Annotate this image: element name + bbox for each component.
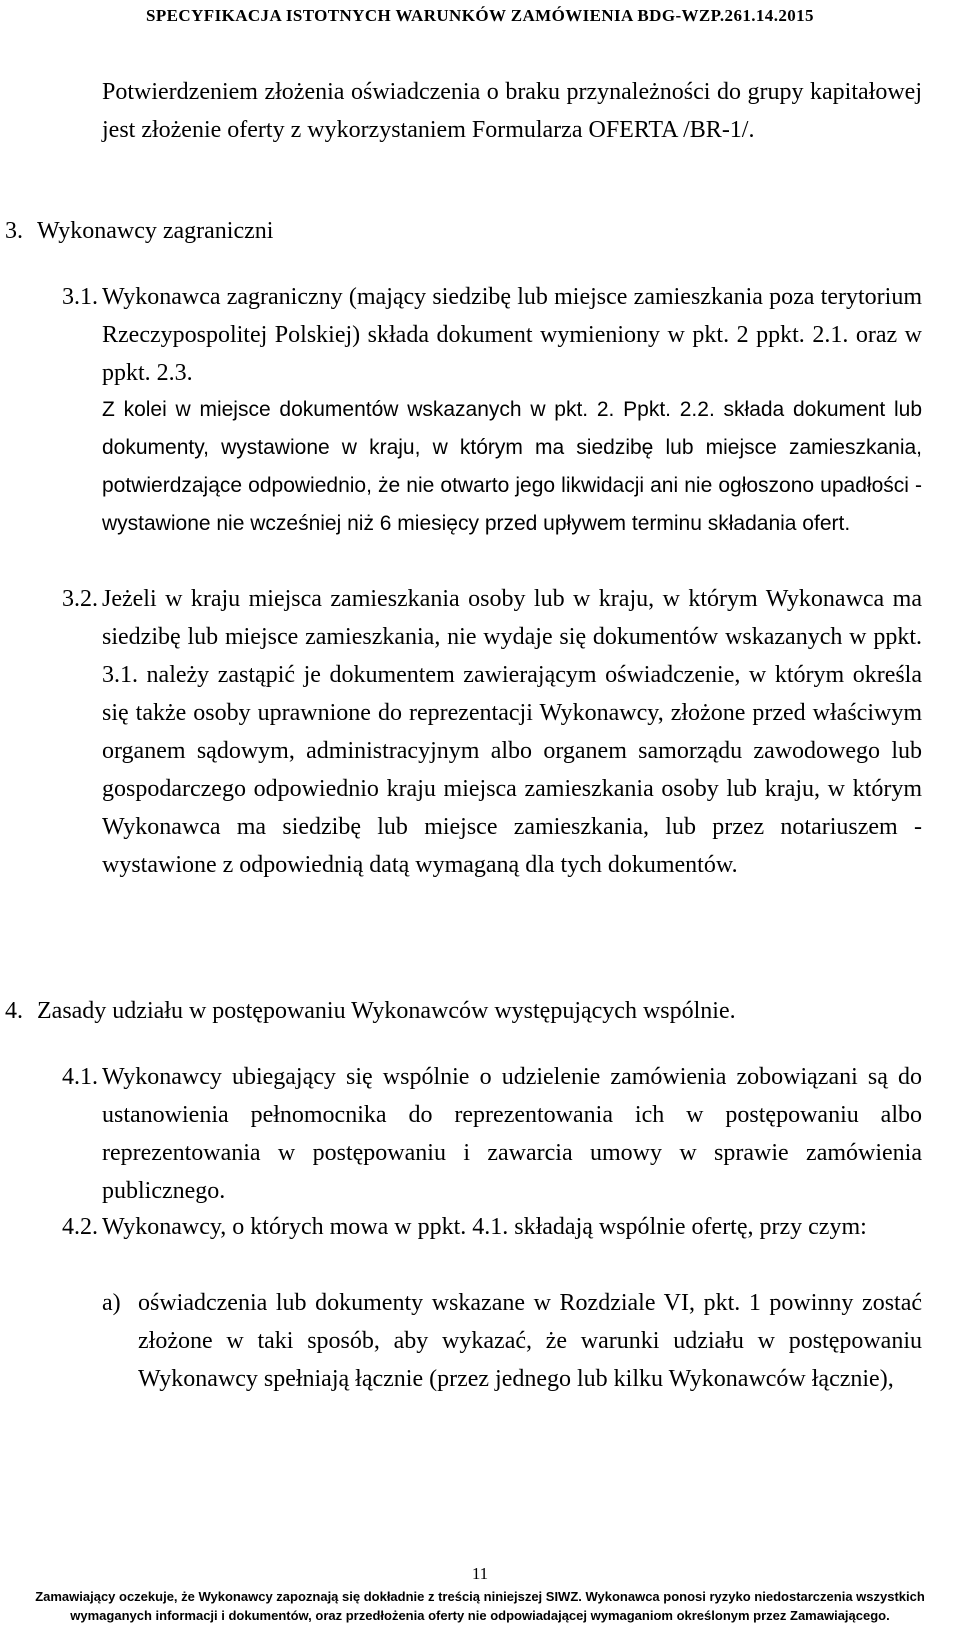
- item-4-1-text: Wykonawcy ubiegający się wspólnie o udzielenie zamówienia zobowiązani są do ustanowienia pełnomocnika do reprezentowania ich w postępowaniu albo reprezentowania w postępowaniu i zawarcia umowy w sprawie zamówienia publicznego.: [102, 1064, 922, 1204]
- item-3-1-text-a: Wykonawca zagraniczny (mający siedzibę lub miejsce zamieszkania poza terytorium Rzeczypospolitej Polskiej) składa dokument wymieniony w pkt. 2 ppkt. 2.1. oraz w ppkt. 2.3.: [102, 284, 922, 386]
- section-3-number: 3.: [5, 218, 23, 244]
- page-number: 11: [471, 1564, 489, 1583]
- item-4-2-text: Wykonawcy, o których mowa w ppkt. 4.1. składają wspólnie ofertę, przy czym:: [102, 1214, 867, 1240]
- section-4-title: Zasady udziału w postępowaniu Wykonawców występujących wspólnie.: [37, 998, 736, 1024]
- item-4-1-number: 4.1.: [62, 1064, 98, 1090]
- footer-line-1: Zamawiający oczekuje, że Wykonawcy zapoznają się dokładnie z treścią niniejszej SIWZ. Wykonawca ponosi ryzyko niedostarczenia wszystkich: [35, 1589, 925, 1604]
- item-3-1-number: 3.1.: [62, 284, 98, 310]
- item-4-2-a-text: oświadczenia lub dokumenty wskazane w Rozdziale VI, pkt. 1 powinny zostać złożone w taki sposób, aby wykazać, że warunki udziału w postępowaniu Wykonawcy spełniają łącznie (przez jednego lub kilku Wykonawców łącznie),: [138, 1290, 922, 1392]
- item-3-2-text: Jeżeli w kraju miejsca zamieszkania osoby lub w kraju, w którym Wykonawca ma siedzibę lub miejsce zamieszkania, nie wydaje się dokumentów wskazanych w ppkt. 3.1. należy zastąpić je dokumentem zawierającym oświadczenie, w którym określa się także osoby uprawnione do reprezentacji Wykonawcy, złożone przed właściwym organem sądowym, administracyjnym albo organem samorządu zawodowego lub gospodarczego odpowiednio kraju miejsca zamieszkania osoby lub kraju, w którym Wykonawca ma siedzibę lub miejsce zamieszkania, lub przez notariuszem - wystawione z odpowiednią datą wymaganą dla tych dokumentów.: [102, 586, 922, 878]
- item-4-2-a-marker: a): [102, 1290, 121, 1316]
- document-header: SPECYFIKACJA ISTOTNYCH WARUNKÓW ZAMÓWIENIA BDG-WZP.261.14.2015: [146, 6, 814, 25]
- section-4-number: 4.: [5, 998, 23, 1024]
- section-3-title: Wykonawcy zagraniczni: [37, 218, 274, 244]
- item-4-2-number: 4.2.: [62, 1214, 98, 1240]
- item-3-2-number: 3.2.: [62, 586, 98, 612]
- page-footer: [0, 1587, 960, 1625]
- footer-line-2: wymaganych informacji i dokumentów, oraz przedłożenia oferty nie odpowiadającej wymaganiom określonym przez Zamawiającego.: [70, 1608, 890, 1623]
- intro-paragraph: Potwierdzeniem złożenia oświadczenia o braku przynależności do grupy kapitałowej jest złożenie oferty z wykorzystaniem Formularza OFERTA /BR-1/.: [102, 79, 922, 143]
- item-3-1-text-b: Z kolei w miejsce dokumentów wskazanych w pkt. 2. Ppkt. 2.2. składa dokument lub dokumenty, wystawione w kraju, w którym ma siedzibę lub miejsce zamieszkania, potwierdzające odpowiednio, że nie otwarto jego likwidacji ani nie ogłoszono upadłości - wystawione nie wcześniej niż 6 miesięcy przed upływem terminu składania ofert.: [102, 398, 922, 535]
